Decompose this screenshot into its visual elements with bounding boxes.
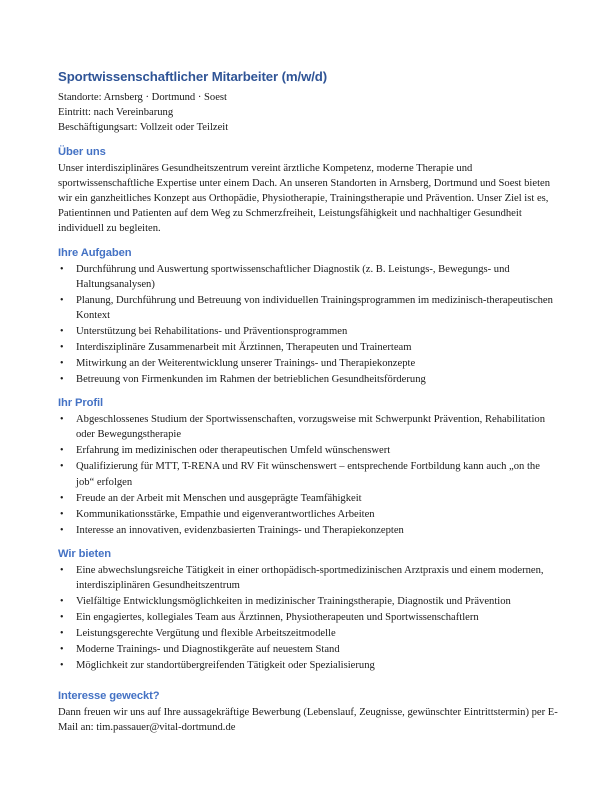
section-heading: Über uns [58,145,106,158]
section-profile [58,396,558,538]
list-item [58,523,558,538]
list-item-text: Planung, Durchführung und Betreuung von individuellen Trainingsprogrammen im medizinisch-therapeutischen Kontext [76,294,553,322]
about-text: Unser interdisziplinäres Gesundheitszentrum vereint ärztliche Kompetenz, moderne Therapie und sportwissenschaftliche Expertise unter einem Dach. An unseren Standorten in Arnsberg, Dortmund und Soest bieten wir ein ganzheitliches Konzept aus Orthopädie, Physiotherapie, Trainingstherapie und Prävention. Unser Ziel ist es, Patientinnen und Patienten auf dem Weg zu Schmerzfreiheit, Leistungsfähigkeit und nachhaltiger Gesundheit individuell zu begleiten. [58,162,551,235]
list-item-text: Betreuung von Firmenkunden im Rahmen der betrieblichen Gesundheitsförderung [76,374,426,386]
list-item-text: Erfahrung im medizinischen oder therapeutischen Umfeld wünschenswert [76,445,391,457]
section-offer [58,547,558,673]
bullet-icon: • [60,326,64,338]
bullet-icon: • [60,564,64,576]
bullet-icon: • [60,445,64,457]
section-heading: Interesse geweckt? [58,690,160,703]
list-item [58,262,558,292]
list-item [58,324,558,339]
bullet-icon: • [60,342,64,354]
section-about [58,145,558,237]
bullet-icon: • [60,612,64,624]
tasks-list [58,262,558,388]
list-item-text: Qualifizierung für MTT, T-RENA und RV Fit wünschenswert – entsprechende Fortbildung kann auch „on the job“ erfolgen [76,461,540,488]
list-item-text: Interesse an innovativen, evidenzbasierten Trainings- und Therapiekonzepten [76,524,404,536]
bullet-icon: • [60,660,64,672]
bullet-icon: • [60,628,64,640]
bullet-icon: • [60,461,64,473]
section-heading: Ihr Profil [58,397,103,410]
list-item-text: Moderne Trainings- und Diagnostikgeräte auf neuestem Stand [76,644,340,656]
list-item [58,372,558,387]
bullet-icon: • [60,524,64,536]
list-item [58,356,558,371]
list-item-text: Interdisziplinäre Zusammenarbeit mit Ärztinnen, Therapeuten und Trainerteam [76,342,412,354]
list-item-text: Mitwirkung an der Weiterentwicklung unserer Trainings- und Therapiekonzepte [76,358,416,370]
list-item [58,507,558,522]
bullet-icon: • [60,374,64,386]
list-item [58,563,558,593]
document-page [58,68,558,736]
bullet-icon: • [60,294,64,306]
list-item [58,412,558,442]
list-item-text: Leistungsgerechte Vergütung und flexible Arbeitszeitmodelle [76,628,336,640]
bullet-icon: • [60,596,64,608]
list-item-text: Unterstützung bei Rehabilitations- und Präventionsprogrammen [76,326,348,338]
list-item [58,642,558,657]
list-item-text: Möglichkeit zur standortübergreifenden Tätigkeit oder Spezialisierung [76,660,375,672]
list-item [58,658,558,673]
profile-list [58,412,558,538]
list-item-text: Freude an der Arbeit mit Menschen und ausgeprägte Teamfähigkeit [76,492,362,504]
bullet-icon: • [60,492,64,504]
list-item-text: Kommunikationsstärke, Empathie und eigenverantwortliches Arbeiten [76,508,375,520]
list-item [58,443,558,458]
list-item-text: Ein engagiertes, kollegiales Team aus Ärztinnen, Physiotherapeuten und Sportwissenschaftlern [76,612,479,624]
meta-locations: Standorte: Arnsberg · Dortmund · Soest [58,92,227,103]
section-heading: Wir bieten [58,547,111,560]
bullet-icon: • [60,644,64,656]
list-item-text: Eine abwechslungsreiche Tätigkeit in einer orthopädisch-sportmedizinischen Arztpraxis und einem modernen, interdisziplinären Gesundheitszentrum [76,564,544,592]
list-item [58,293,558,323]
contact-text: Dann freuen wir uns auf Ihre aussagekräftige Bewerbung (Lebenslauf, Zeugnisse, gewünschter Eintrittstermin) per E-Mail an: tim.passauer@vital-dortmund.de [58,707,558,734]
page-title: Sportwissenschaftlicher Mitarbeiter (m/w/d) [58,69,328,84]
list-item [58,626,558,641]
bullet-icon: • [60,508,64,520]
offer-list [58,563,558,673]
bullet-icon: • [60,358,64,370]
section-contact [58,689,558,735]
list-item-text: Durchführung und Auswertung sportwissenschaftlicher Diagnostik (z. B. Leistungs-, Bewegungs- und Haltungsanalysen) [76,263,510,290]
list-item [58,459,558,489]
list-item [58,594,558,609]
list-item [58,340,558,355]
section-heading: Ihre Aufgaben [58,246,132,259]
job-meta [58,90,558,136]
list-item [58,491,558,506]
list-item [58,610,558,625]
meta-employment-type: Beschäftigungsart: Vollzeit oder Teilzeit [58,122,229,134]
meta-start: Eintritt: nach Vereinbarung [58,107,174,119]
list-item-text: Abgeschlossenes Studium der Sportwissenschaften, vorzugsweise mit Schwerpunkt Prävention, Rehabilitation oder Bewegungstherapie [76,414,545,441]
bullet-icon: • [60,263,64,275]
section-tasks [58,246,558,388]
list-item-text: Vielfältige Entwicklungsmöglichkeiten in medizinischer Trainingstherapie, Diagnostik und Prävention [76,596,511,608]
bullet-icon: • [60,414,64,426]
